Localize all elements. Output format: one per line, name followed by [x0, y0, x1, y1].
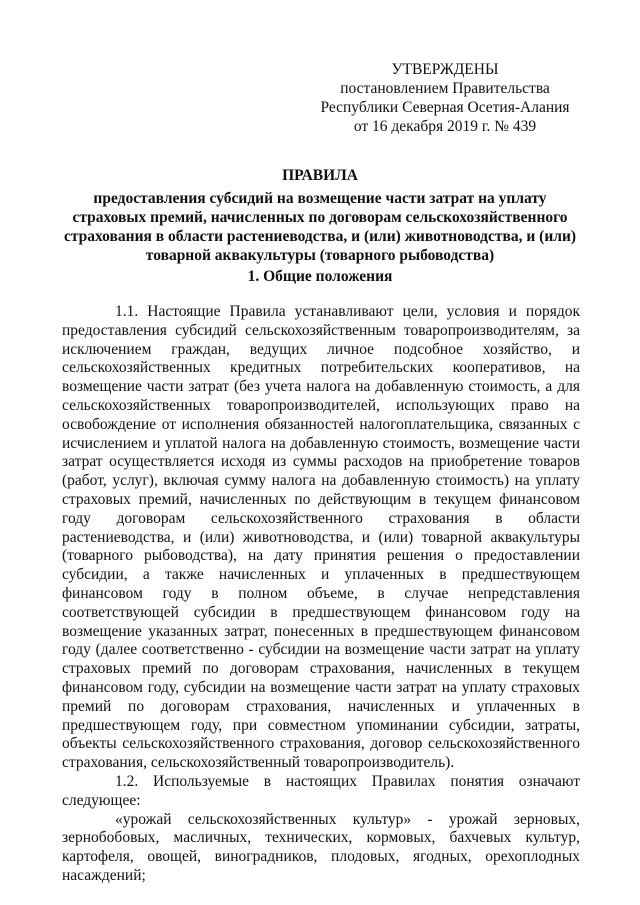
document-subtitle-line-4: товарной аквакультуры (товарного рыбоводства) [145, 247, 495, 264]
document-title: ПРАВИЛА [282, 167, 358, 184]
document-title-block [30, 166, 610, 265]
approval-issuer-line: постановлением Правительства [340, 80, 550, 97]
document-body [62, 303, 580, 886]
document-subtitle-line-3: страхования в области растениеводства, и (или) животноводства, и (или) [63, 228, 577, 245]
document-subtitle-line-2: страховых премий, начисленных по договорам сельскохозяйственного [72, 209, 568, 226]
approval-block [300, 60, 590, 136]
approval-date-line: от 16 декабря 2019 г. № 439 [353, 118, 537, 135]
approval-region-line: Республики Северная Осетия-Алания [320, 99, 570, 116]
document-subtitle-line-1: предоставления субсидий на возмещение части затрат на уплату [93, 190, 547, 207]
paragraph-1-1: 1.1. Настоящие Правила устанавливают цели, условия и порядок предоставления субсидий сельскохозяйственным товаропроизводителям, за исключением граждан, ведущих личное подсобное хозяйство, и сельскохозяйственных кредитных потребительских кооперативов, на возмещение части затрат (без учета налога на добавленную стоимость, а для сельскохозяйственных товаропроизводителей, использующих право на освобождение от исполнения обязанностей налогоплательщика, связанных с исчислением и уплатой налога на добавленную стоимость, возмещение части затрат осуществляется исходя из суммы расходов на приобретение товаров (работ, услуг), включая сумму налога на добавленную стоимость) на уплату страховых премий, начисленных по действующим в текущем финансовом году договорам сельскохозяйственного страхования в области растениеводства, и (или) животноводства, и (или) товарной аквакультуры (товарного рыбоводства), на дату принятия решения о предоставлении субсидии, а также начисленных и уплаченных в предшествующем финансовом году в полном объеме, в случае непредставления соответствующей субсидии в предшествующем финансовом году на возмещение указанных затрат, понесенных в предшествующем финансовом году (далее соответственно - субсидии на возмещение части затрат на уплату страховых премий по договорам страхования, начисленных в текущем финансовом году, субсидии на возмещение части затрат на уплату страховых премий по договорам страхования, начисленных и уплаченных в предшествующем году, при совместном упоминании субсидии, затраты, объекты сельскохозяйственного страхования, договор сельскохозяйственного страхования, сельскохозяйственный товаропроизводитель). [62, 303, 580, 772]
approval-stamp-line: УТВЕРЖДЕНЫ [391, 61, 499, 78]
section-heading: 1. Общие положения [247, 268, 393, 285]
paragraph-1-2: 1.2. Используемые в настоящих Правилах понятия означают следующее: [62, 772, 580, 809]
paragraph-definition-crops: «урожай сельскохозяйственных культур» - урожай зерновых, зернобобовых, масличных, технических, кормовых, бахчевых культур, картофеля, овощей, виноградников, плодовых, ягодных, орехоплодных насаждений; [62, 810, 580, 884]
